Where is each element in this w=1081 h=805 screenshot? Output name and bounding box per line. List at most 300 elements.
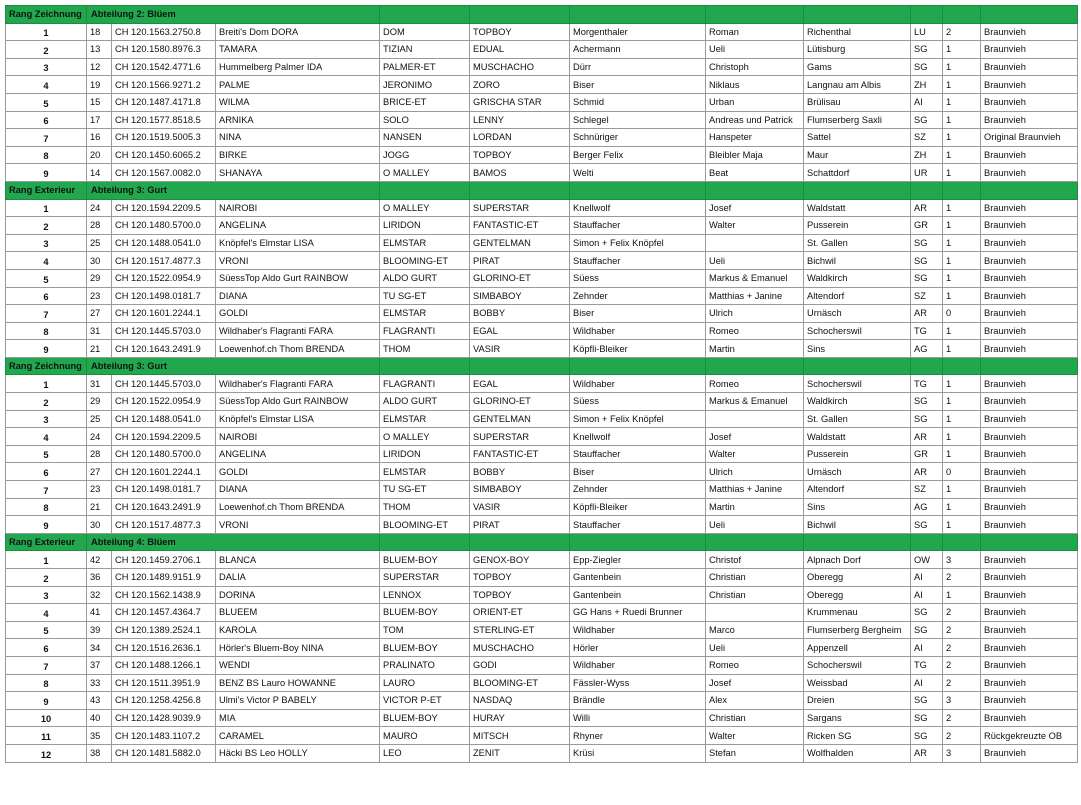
- table-row: [6, 674, 1078, 692]
- animal-name-cell: VRONI: [216, 516, 380, 534]
- id-number-cell: CH 120.1487.4171.8: [112, 93, 216, 111]
- catalog-number-cell: 32: [87, 586, 112, 604]
- town-cell: Sins: [804, 340, 911, 358]
- sire-cell: BLUEM-BOY: [380, 604, 470, 622]
- town-cell: Pusserein: [804, 445, 911, 463]
- canton-cell: SG: [911, 111, 943, 129]
- canton-cell: SG: [911, 410, 943, 428]
- lactation-cell: 2: [943, 604, 981, 622]
- canton-cell: AR: [911, 305, 943, 323]
- breed-cell: Braunvieh: [981, 463, 1078, 481]
- breed-cell: Braunvieh: [981, 146, 1078, 164]
- town-cell: St. Gallen: [804, 410, 911, 428]
- table-row: [6, 744, 1078, 762]
- lactation-cell: 3: [943, 692, 981, 710]
- dam-sire-cell: GODI: [470, 656, 570, 674]
- owner-firstname-cell: Ueli: [706, 516, 804, 534]
- id-number-cell: CH 120.1643.2491.9: [112, 340, 216, 358]
- breed-cell: Braunvieh: [981, 269, 1078, 287]
- catalog-number-cell: 40: [87, 709, 112, 727]
- town-cell: Flumserberg Bergheim: [804, 621, 911, 639]
- id-number-cell: CH 120.1563.2750.8: [112, 23, 216, 41]
- section-header: [6, 181, 1078, 199]
- animal-name-cell: SHANAYA: [216, 164, 380, 182]
- sire-cell: BLUEM-BOY: [380, 639, 470, 657]
- canton-cell: SG: [911, 41, 943, 59]
- breed-cell: Braunvieh: [981, 604, 1078, 622]
- owner-name-cell: Gantenbein: [570, 586, 706, 604]
- id-number-cell: CH 120.1522.0954.9: [112, 393, 216, 411]
- dam-sire-cell: TOPBOY: [470, 146, 570, 164]
- section-rank-label: Rang Exterieur: [6, 533, 87, 551]
- section-header-filler: [943, 6, 981, 24]
- owner-name-cell: Stauffacher: [570, 252, 706, 270]
- owner-name-cell: Biser: [570, 463, 706, 481]
- breed-cell: Braunvieh: [981, 481, 1078, 499]
- town-cell: Sins: [804, 498, 911, 516]
- lactation-cell: 1: [943, 93, 981, 111]
- lactation-cell: 1: [943, 41, 981, 59]
- owner-name-cell: Hörler: [570, 639, 706, 657]
- id-number-cell: CH 120.1498.0181.7: [112, 481, 216, 499]
- owner-firstname-cell: Martin: [706, 498, 804, 516]
- owner-firstname-cell: Christian: [706, 586, 804, 604]
- dam-sire-cell: FANTASTIC-ET: [470, 445, 570, 463]
- section-header-filler: [380, 6, 470, 24]
- catalog-number-cell: 31: [87, 375, 112, 393]
- owner-firstname-cell: Walter: [706, 445, 804, 463]
- owner-name-cell: Zehnder: [570, 287, 706, 305]
- owner-firstname-cell: Martin: [706, 340, 804, 358]
- section-rank-label: Rang Zeichnung: [6, 6, 87, 24]
- dam-sire-cell: GLORINO-ET: [470, 393, 570, 411]
- id-number-cell: CH 120.1481.5882.0: [112, 744, 216, 762]
- breed-cell: Braunvieh: [981, 252, 1078, 270]
- owner-name-cell: Köpfli-Bleiker: [570, 340, 706, 358]
- id-number-cell: CH 120.1601.2244.1: [112, 305, 216, 323]
- owner-firstname-cell: [706, 410, 804, 428]
- dam-sire-cell: NASDAQ: [470, 692, 570, 710]
- animal-name-cell: NINA: [216, 129, 380, 147]
- animal-name-cell: Häcki BS Leo HOLLY: [216, 744, 380, 762]
- table-row: [6, 621, 1078, 639]
- owner-firstname-cell: Bleibler Maja: [706, 146, 804, 164]
- id-number-cell: CH 120.1516.2636.1: [112, 639, 216, 657]
- lactation-cell: 2: [943, 569, 981, 587]
- owner-firstname-cell: Walter: [706, 217, 804, 235]
- canton-cell: AG: [911, 340, 943, 358]
- owner-name-cell: Wildhaber: [570, 375, 706, 393]
- dam-sire-cell: STERLING-ET: [470, 621, 570, 639]
- dam-sire-cell: VASIR: [470, 498, 570, 516]
- town-cell: Schocherswil: [804, 656, 911, 674]
- breed-cell: Braunvieh: [981, 41, 1078, 59]
- dam-sire-cell: VASIR: [470, 340, 570, 358]
- lactation-cell: 1: [943, 287, 981, 305]
- owner-name-cell: Fässler-Wyss: [570, 674, 706, 692]
- canton-cell: AI: [911, 586, 943, 604]
- dam-sire-cell: SUPERSTAR: [470, 199, 570, 217]
- table-row: [6, 269, 1078, 287]
- sire-cell: THOM: [380, 498, 470, 516]
- lactation-cell: 1: [943, 410, 981, 428]
- sire-cell: TU SG-ET: [380, 287, 470, 305]
- animal-name-cell: WILMA: [216, 93, 380, 111]
- sire-cell: MAURO: [380, 727, 470, 745]
- breed-cell: Braunvieh: [981, 199, 1078, 217]
- owner-firstname-cell: [706, 234, 804, 252]
- rank-cell: 5: [6, 621, 87, 639]
- animal-name-cell: VRONI: [216, 252, 380, 270]
- canton-cell: AI: [911, 674, 943, 692]
- lactation-cell: 1: [943, 498, 981, 516]
- rank-cell: 4: [6, 604, 87, 622]
- canton-cell: SG: [911, 252, 943, 270]
- canton-cell: TG: [911, 322, 943, 340]
- section-header-filler: [943, 533, 981, 551]
- dam-sire-cell: BLOOMING-ET: [470, 674, 570, 692]
- rank-cell: 8: [6, 498, 87, 516]
- dam-sire-cell: MITSCH: [470, 727, 570, 745]
- owner-firstname-cell: Matthias + Janine: [706, 481, 804, 499]
- catalog-number-cell: 30: [87, 252, 112, 270]
- table-row: [6, 375, 1078, 393]
- animal-name-cell: Knöpfel's Elmstar LISA: [216, 234, 380, 252]
- town-cell: Sargans: [804, 709, 911, 727]
- table-row: [6, 656, 1078, 674]
- id-number-cell: CH 120.1450.6065.2: [112, 146, 216, 164]
- id-number-cell: CH 120.1542.4771.6: [112, 58, 216, 76]
- rank-cell: 8: [6, 322, 87, 340]
- section-header-filler: [804, 181, 911, 199]
- breed-cell: Braunvieh: [981, 692, 1078, 710]
- town-cell: Krummenau: [804, 604, 911, 622]
- owner-name-cell: Simon + Felix Knöpfel: [570, 234, 706, 252]
- section-header-filler: [981, 533, 1078, 551]
- dam-sire-cell: GENTELMAN: [470, 234, 570, 252]
- catalog-number-cell: 16: [87, 129, 112, 147]
- owner-name-cell: Dürr: [570, 58, 706, 76]
- rank-cell: 3: [6, 234, 87, 252]
- canton-cell: ZH: [911, 146, 943, 164]
- id-number-cell: CH 120.1488.0541.0: [112, 410, 216, 428]
- lactation-cell: 3: [943, 551, 981, 569]
- dam-sire-cell: GRISCHA STAR: [470, 93, 570, 111]
- canton-cell: SG: [911, 709, 943, 727]
- section-header: [6, 357, 1078, 375]
- lactation-cell: 1: [943, 516, 981, 534]
- dam-sire-cell: EGAL: [470, 375, 570, 393]
- catalog-number-cell: 39: [87, 621, 112, 639]
- canton-cell: SG: [911, 269, 943, 287]
- sire-cell: NANSEN: [380, 129, 470, 147]
- owner-name-cell: Schnüriger: [570, 129, 706, 147]
- rank-cell: 9: [6, 692, 87, 710]
- breed-cell: Braunvieh: [981, 656, 1078, 674]
- catalog-number-cell: 23: [87, 287, 112, 305]
- owner-firstname-cell: Romeo: [706, 375, 804, 393]
- breed-cell: Braunvieh: [981, 164, 1078, 182]
- table-row: [6, 445, 1078, 463]
- canton-cell: UR: [911, 164, 943, 182]
- breed-cell: Braunvieh: [981, 674, 1078, 692]
- town-cell: Ricken SG: [804, 727, 911, 745]
- dam-sire-cell: EDUAL: [470, 41, 570, 59]
- canton-cell: GR: [911, 445, 943, 463]
- breed-cell: Braunvieh: [981, 393, 1078, 411]
- rank-cell: 2: [6, 393, 87, 411]
- table-row: [6, 410, 1078, 428]
- town-cell: Weissbad: [804, 674, 911, 692]
- town-cell: Wolfhalden: [804, 744, 911, 762]
- id-number-cell: CH 120.1519.5005.3: [112, 129, 216, 147]
- sire-cell: BRICE-ET: [380, 93, 470, 111]
- owner-name-cell: GG Hans + Ruedi Brunner: [570, 604, 706, 622]
- owner-name-cell: Schmid: [570, 93, 706, 111]
- lactation-cell: 1: [943, 199, 981, 217]
- table-row: [6, 393, 1078, 411]
- table-row: [6, 463, 1078, 481]
- owner-firstname-cell: Niklaus: [706, 76, 804, 94]
- owner-firstname-cell: Ueli: [706, 41, 804, 59]
- animal-name-cell: DIANA: [216, 287, 380, 305]
- dam-sire-cell: MUSCHACHO: [470, 58, 570, 76]
- catalog-number-cell: 24: [87, 428, 112, 446]
- sire-cell: ELMSTAR: [380, 463, 470, 481]
- animal-name-cell: DORINA: [216, 586, 380, 604]
- animal-name-cell: PALME: [216, 76, 380, 94]
- owner-firstname-cell: Christian: [706, 709, 804, 727]
- sire-cell: PRALINATO: [380, 656, 470, 674]
- section-header-filler: [706, 357, 804, 375]
- breed-cell: Braunvieh: [981, 428, 1078, 446]
- rank-cell: 6: [6, 111, 87, 129]
- lactation-cell: 1: [943, 217, 981, 235]
- lactation-cell: 1: [943, 76, 981, 94]
- section-header: [6, 6, 1078, 24]
- canton-cell: SG: [911, 393, 943, 411]
- id-number-cell: CH 120.1566.9271.2: [112, 76, 216, 94]
- lactation-cell: 2: [943, 639, 981, 657]
- sire-cell: VICTOR P-ET: [380, 692, 470, 710]
- dam-sire-cell: TOPBOY: [470, 23, 570, 41]
- rank-cell: 9: [6, 516, 87, 534]
- id-number-cell: CH 120.1489.9151.9: [112, 569, 216, 587]
- table-row: [6, 709, 1078, 727]
- animal-name-cell: DIANA: [216, 481, 380, 499]
- table-row: [6, 516, 1078, 534]
- lactation-cell: 1: [943, 234, 981, 252]
- catalog-number-cell: 36: [87, 569, 112, 587]
- catalog-number-cell: 27: [87, 305, 112, 323]
- dam-sire-cell: ORIENT-ET: [470, 604, 570, 622]
- table-row: [6, 217, 1078, 235]
- section-header-filler: [804, 6, 911, 24]
- town-cell: Alpnach Dorf: [804, 551, 911, 569]
- town-cell: Waldstatt: [804, 428, 911, 446]
- id-number-cell: CH 120.1483.1107.2: [112, 727, 216, 745]
- rank-cell: 7: [6, 305, 87, 323]
- owner-firstname-cell: Christof: [706, 551, 804, 569]
- catalog-number-cell: 28: [87, 445, 112, 463]
- owner-name-cell: Welti: [570, 164, 706, 182]
- table-row: [6, 481, 1078, 499]
- sire-cell: TIZIAN: [380, 41, 470, 59]
- dam-sire-cell: PIRAT: [470, 516, 570, 534]
- breed-cell: Braunvieh: [981, 498, 1078, 516]
- rank-cell: 2: [6, 569, 87, 587]
- id-number-cell: CH 120.1594.2209.5: [112, 428, 216, 446]
- canton-cell: LU: [911, 23, 943, 41]
- catalog-number-cell: 23: [87, 481, 112, 499]
- sire-cell: JOGG: [380, 146, 470, 164]
- sire-cell: ALDO GURT: [380, 269, 470, 287]
- owner-name-cell: Gantenbein: [570, 569, 706, 587]
- animal-name-cell: MIA: [216, 709, 380, 727]
- id-number-cell: CH 120.1522.0954.9: [112, 269, 216, 287]
- section-title: Abteilung 2: Blüem: [87, 6, 380, 24]
- canton-cell: SZ: [911, 129, 943, 147]
- section-header-filler: [911, 357, 943, 375]
- sire-cell: BLUEM-BOY: [380, 709, 470, 727]
- animal-name-cell: SüessTop Aldo Gurt RAINBOW: [216, 393, 380, 411]
- table-row: [6, 586, 1078, 604]
- rank-cell: 6: [6, 287, 87, 305]
- lactation-cell: 2: [943, 621, 981, 639]
- animal-name-cell: Breiti's Dom DORA: [216, 23, 380, 41]
- rank-cell: 3: [6, 410, 87, 428]
- animal-name-cell: NAIROBI: [216, 199, 380, 217]
- sire-cell: ALDO GURT: [380, 393, 470, 411]
- rank-cell: 7: [6, 129, 87, 147]
- table-row: [6, 58, 1078, 76]
- dam-sire-cell: SIMBABOY: [470, 287, 570, 305]
- rank-cell: 7: [6, 481, 87, 499]
- dam-sire-cell: LENNY: [470, 111, 570, 129]
- town-cell: Richenthal: [804, 23, 911, 41]
- town-cell: Waldkirch: [804, 269, 911, 287]
- lactation-cell: 2: [943, 656, 981, 674]
- section-header-filler: [380, 533, 470, 551]
- canton-cell: AR: [911, 199, 943, 217]
- section-header-filler: [804, 533, 911, 551]
- catalog-number-cell: 29: [87, 269, 112, 287]
- section-header-filler: [981, 357, 1078, 375]
- breed-cell: Braunvieh: [981, 744, 1078, 762]
- town-cell: Schattdorf: [804, 164, 911, 182]
- sire-cell: LEO: [380, 744, 470, 762]
- rank-cell: 8: [6, 146, 87, 164]
- breed-cell: Braunvieh: [981, 551, 1078, 569]
- lactation-cell: 2: [943, 23, 981, 41]
- owner-firstname-cell: Marco: [706, 621, 804, 639]
- catalog-number-cell: 38: [87, 744, 112, 762]
- sire-cell: O MALLEY: [380, 428, 470, 446]
- breed-cell: Braunvieh: [981, 217, 1078, 235]
- rank-cell: 1: [6, 375, 87, 393]
- lactation-cell: 1: [943, 375, 981, 393]
- rank-cell: 1: [6, 199, 87, 217]
- sire-cell: THOM: [380, 340, 470, 358]
- breed-cell: Braunvieh: [981, 322, 1078, 340]
- catalog-number-cell: 25: [87, 234, 112, 252]
- owner-name-cell: Berger Felix: [570, 146, 706, 164]
- dam-sire-cell: TOPBOY: [470, 569, 570, 587]
- section-header-filler: [981, 6, 1078, 24]
- canton-cell: AI: [911, 569, 943, 587]
- town-cell: Dreien: [804, 692, 911, 710]
- canton-cell: OW: [911, 551, 943, 569]
- sire-cell: TU SG-ET: [380, 481, 470, 499]
- dam-sire-cell: FANTASTIC-ET: [470, 217, 570, 235]
- lactation-cell: 1: [943, 111, 981, 129]
- lactation-cell: 1: [943, 393, 981, 411]
- owner-firstname-cell: Josef: [706, 428, 804, 446]
- owner-name-cell: Rhyner: [570, 727, 706, 745]
- town-cell: Schocherswil: [804, 322, 911, 340]
- table-row: [6, 604, 1078, 622]
- id-number-cell: CH 120.1480.5700.0: [112, 217, 216, 235]
- table-row: [6, 129, 1078, 147]
- owner-name-cell: Wildhaber: [570, 656, 706, 674]
- canton-cell: SG: [911, 234, 943, 252]
- owner-firstname-cell: Alex: [706, 692, 804, 710]
- breed-cell: Braunvieh: [981, 621, 1078, 639]
- animal-name-cell: NAIROBI: [216, 428, 380, 446]
- rank-cell: 5: [6, 445, 87, 463]
- section-header: [6, 533, 1078, 551]
- dam-sire-cell: HURAY: [470, 709, 570, 727]
- rank-cell: 9: [6, 340, 87, 358]
- catalog-number-cell: 15: [87, 93, 112, 111]
- lactation-cell: 1: [943, 445, 981, 463]
- dam-sire-cell: GLORINO-ET: [470, 269, 570, 287]
- town-cell: Waldstatt: [804, 199, 911, 217]
- catalog-number-cell: 17: [87, 111, 112, 129]
- section-header-filler: [706, 533, 804, 551]
- rank-cell: 8: [6, 674, 87, 692]
- table-row: [6, 41, 1078, 59]
- section-title: Abteilung 3: Gurt: [87, 181, 380, 199]
- canton-cell: SG: [911, 516, 943, 534]
- sire-cell: LIRIDON: [380, 445, 470, 463]
- rank-cell: 2: [6, 41, 87, 59]
- sire-cell: ELMSTAR: [380, 305, 470, 323]
- breed-cell: Braunvieh: [981, 76, 1078, 94]
- animal-name-cell: Wildhaber's Flagranti FARA: [216, 375, 380, 393]
- town-cell: Pusserein: [804, 217, 911, 235]
- lactation-cell: 1: [943, 129, 981, 147]
- catalog-number-cell: 20: [87, 146, 112, 164]
- breed-cell: Braunvieh: [981, 709, 1078, 727]
- canton-cell: SG: [911, 604, 943, 622]
- table-row: [6, 93, 1078, 111]
- owner-name-cell: Epp-Ziegler: [570, 551, 706, 569]
- owner-firstname-cell: Ueli: [706, 639, 804, 657]
- table-row: [6, 340, 1078, 358]
- id-number-cell: CH 120.1445.5703.0: [112, 322, 216, 340]
- animal-name-cell: KAROLA: [216, 621, 380, 639]
- animal-name-cell: BENZ BS Lauro HOWANNE: [216, 674, 380, 692]
- table-row: [6, 498, 1078, 516]
- section-header-filler: [470, 6, 570, 24]
- id-number-cell: CH 120.1445.5703.0: [112, 375, 216, 393]
- town-cell: Appenzell: [804, 639, 911, 657]
- section-header-filler: [911, 6, 943, 24]
- animal-name-cell: GOLDI: [216, 463, 380, 481]
- lactation-cell: 1: [943, 586, 981, 604]
- canton-cell: GR: [911, 217, 943, 235]
